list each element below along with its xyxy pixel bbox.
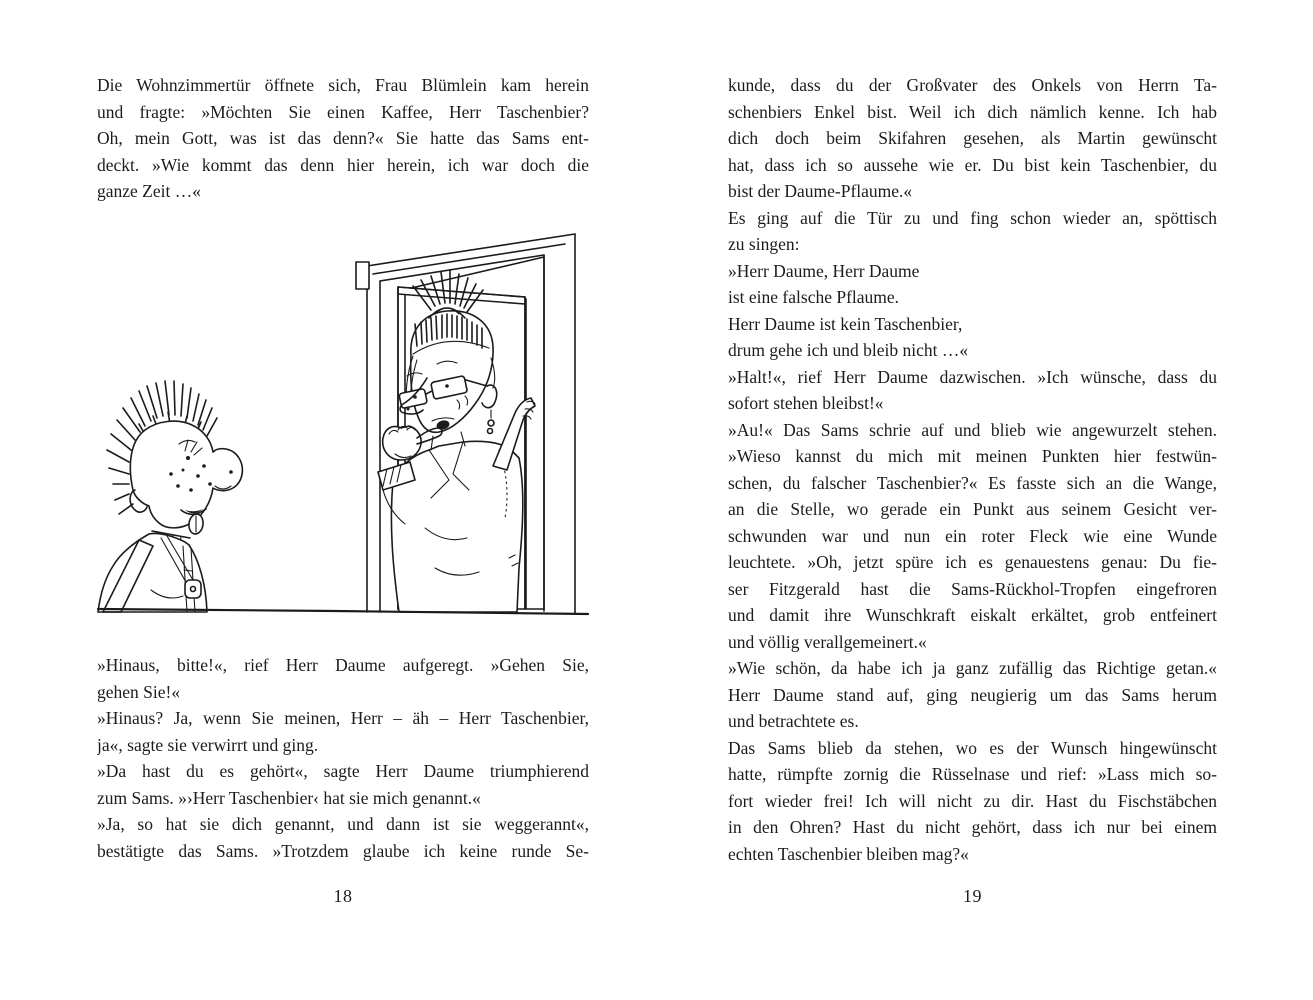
text-line: sofort stehen bleibst!« xyxy=(728,393,884,413)
text-line: schen, du falscher Taschenbier?« Es fasste sich an die Wange, xyxy=(728,472,1217,493)
text-line: bestätigte das Sams. »Trotzdem glaube ich keine runde Se- xyxy=(97,840,589,861)
text-line: »Hinaus? Ja, wenn Sie meinen, Herr – äh – Herr Taschenbier, xyxy=(97,708,589,728)
text-line: an die Stelle, wo gerade ein Punkt aus seinem Gesicht ver- xyxy=(728,499,1217,519)
text-line: ja«, sagte sie verwirrt und ging. xyxy=(97,734,319,755)
text-line: und völlig verallgemeinert.« xyxy=(728,631,927,652)
text-line: schwunden war und nun ein roter Fleck wie eine Wunde xyxy=(728,525,1217,546)
text-line: »Da hast du es gehört«, sagte Herr Daume triumphierend xyxy=(97,761,589,781)
text-line: »Ja, so hat sie dich genannt, und dann ist sie weggerannt«, xyxy=(97,814,589,834)
text-line: und damit ihre Wunschkraft eiskalt erkältet, grob entfeinert xyxy=(728,605,1217,625)
text-line: ist eine falsche Pflaume. xyxy=(728,287,900,307)
text-line: ser Fitzgerald hast die Sams-Rückhol-Tropfen eingefroren xyxy=(728,578,1217,599)
paragraph-body xyxy=(728,72,1217,867)
text-line: drum gehe ich und bleib nicht …« xyxy=(728,340,969,360)
text-line: ganze Zeit …« xyxy=(97,181,201,201)
text-line: und betrachtete es. xyxy=(728,711,859,731)
text-line: »Wieso kannst du mich mit meinen Punkten hier festwün- xyxy=(728,446,1217,466)
page-right xyxy=(728,0,1217,1000)
text-line: kunde, dass du der Großvater des Onkels von Herrn Ta- xyxy=(728,75,1217,95)
text-line: »Herr Daume, Herr Daume xyxy=(728,260,920,281)
text-line: hat, dass ich so aussehe wie er. Du bist kein Taschenbier, du xyxy=(728,154,1217,175)
text-line: fort wieder frei! Ich will nicht zu dir. Hast du Fischstäbchen xyxy=(728,790,1217,811)
sams-figure xyxy=(98,381,242,612)
text-line: hatte, rümpfte zornig die Rüsselnase und rief: »Lass mich so- xyxy=(728,764,1217,784)
text-line: echten Taschenbier bleiben mag?« xyxy=(728,843,969,864)
text-line: »Au!« Das Sams schrie auf und blieb wie angewurzelt stehen. xyxy=(728,419,1217,440)
paragraph-top xyxy=(97,72,589,205)
paragraph-bottom xyxy=(97,652,589,864)
text-line: Oh, mein Gott, was ist das denn?« Sie hatte das Sams ent- xyxy=(97,128,589,148)
page-left xyxy=(97,0,589,1000)
text-line: bist der Daume-Pflaume.« xyxy=(728,181,913,201)
text-line: zu singen: xyxy=(728,234,800,254)
text-line: Herr Daume stand auf, ging neugierig um das Sams herum xyxy=(728,684,1217,705)
text-line: »Wie schön, da habe ich ja ganz zufällig das Richtige getan.« xyxy=(728,658,1217,678)
text-line: in den Ohren? Hast du nicht gehört, dass ich nur bei einem xyxy=(728,817,1217,837)
text-line: leuchtete. »Oh, jetzt spüre ich es genauestens genau: Du fie- xyxy=(728,552,1217,572)
text-line: »Hinaus, bitte!«, rief Herr Daume aufgeregt. »Gehen Sie, xyxy=(97,655,589,675)
text-line: schenbiers Enkel bist. Weil ich dich nämlich kenne. Ich hab xyxy=(728,101,1217,122)
text-line: Es ging auf die Tür zu und fing schon wieder an, spöttisch xyxy=(728,207,1217,228)
text-line: gehen Sie!« xyxy=(97,681,181,702)
text-line: »Halt!«, rief Herr Daume dazwischen. »Ich wünsche, dass du xyxy=(728,366,1217,387)
page-number-left: 18 xyxy=(333,886,353,906)
text-line: Das Sams blieb da stehen, wo es der Wunsch hingewünscht xyxy=(728,737,1217,758)
illustration xyxy=(95,228,591,628)
text-line: dich doch beim Skifahren gesehen, als Martin gewünscht xyxy=(728,128,1217,148)
text-line: deckt. »Wie kommt das denn hier herein, ich war doch die xyxy=(97,154,589,175)
page-number-right: 19 xyxy=(963,886,982,906)
text-line: Die Wohnzimmertür öffnete sich, Frau Blümlein kam herein xyxy=(97,75,589,95)
text-line: Herr Daume ist kein Taschenbier, xyxy=(728,313,963,334)
text-line: und fragte: »Möchten Sie einen Kaffee, Herr Taschenbier? xyxy=(97,101,589,122)
text-line: zum Sams. »›Herr Taschenbier‹ hat sie mich genannt.« xyxy=(97,787,481,808)
